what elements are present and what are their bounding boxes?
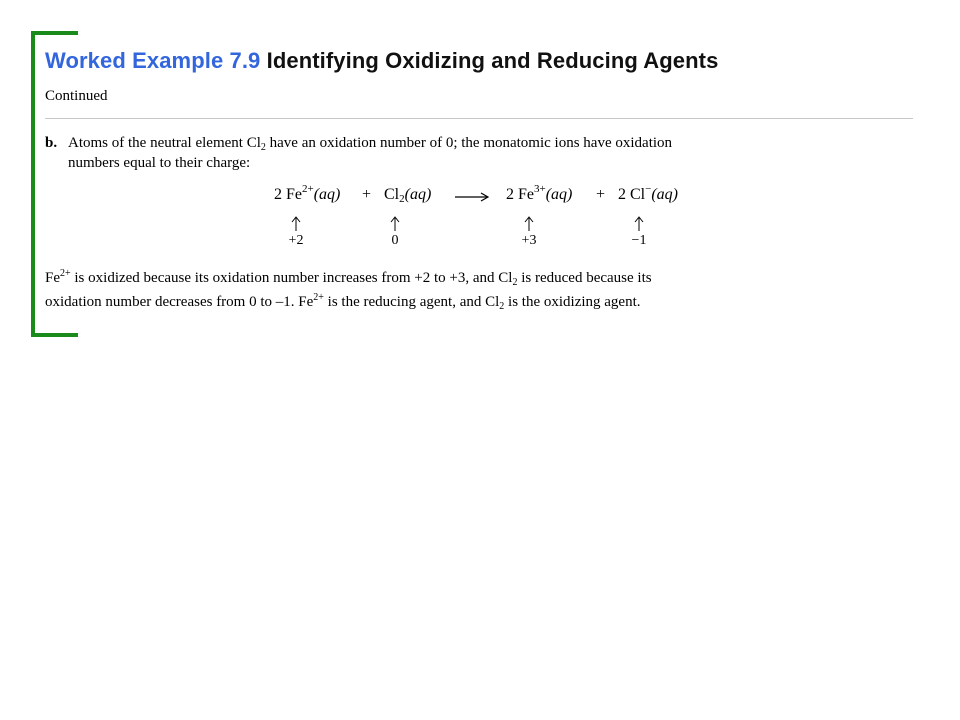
redox-equation <box>268 183 698 252</box>
part-b-text: have an oxidation number of 0; the monatomic ions have oxidation <box>265 135 673 151</box>
equation-term-fe2 <box>274 183 341 204</box>
oxidation-number-value: +3 <box>521 233 537 248</box>
part-b-label: b. <box>45 135 58 151</box>
continued-label: Continued <box>45 88 108 104</box>
term-state: (aq) <box>313 186 341 203</box>
up-arrow-icon <box>524 216 534 232</box>
conclusion-text: is oxidized because its oxidation number increases from +2 to +3, and Cl <box>70 270 513 286</box>
up-arrow-icon <box>291 216 301 232</box>
up-arrow-icon <box>634 216 644 232</box>
up-arrow-icon <box>390 216 400 232</box>
subscript: 2 <box>499 301 505 312</box>
term-state: (aq) <box>404 186 432 203</box>
equation-plus: + <box>362 186 372 203</box>
page-title <box>45 48 718 74</box>
oxidation-number-value: 0 <box>391 233 399 248</box>
conclusion-text: oxidation number decreases from 0 to –1. Fe <box>45 294 314 310</box>
superscript: 2+ <box>313 292 324 303</box>
subscript: 2 <box>260 142 266 153</box>
equation-term-fe3 <box>506 183 573 204</box>
term-state: (aq) <box>651 186 678 203</box>
term-formula: 2 Cl <box>618 186 646 203</box>
conclusion-line-1 <box>45 266 905 290</box>
oxidation-number-value: −1 <box>631 233 647 248</box>
term-formula: Cl <box>384 186 400 203</box>
conclusion-text: Fe <box>45 270 60 286</box>
conclusion-text: is the oxidizing agent. <box>504 294 641 310</box>
superscript: 2+ <box>302 183 314 195</box>
part-b-paragraph <box>45 133 845 173</box>
subscript: 2 <box>512 277 518 288</box>
conclusion-text: is the reducing agent, and Cl <box>323 294 500 310</box>
superscript: 3+ <box>534 183 546 195</box>
subscript: 2 <box>399 193 405 205</box>
term-state: (aq) <box>545 186 573 203</box>
oxidation-number-cl2 <box>380 216 410 249</box>
conclusion-line-2 <box>45 290 905 314</box>
title-topic: Identifying Oxidizing and Reducing Agents <box>260 48 719 73</box>
part-b-line-1 <box>45 133 845 153</box>
oxidation-number-value: +2 <box>288 233 304 248</box>
term-formula: 2 Fe <box>506 186 534 203</box>
oxidation-number-cl-minus <box>624 216 654 249</box>
part-b-line-2: numbers equal to their charge: <box>68 155 251 171</box>
superscript: − <box>645 183 652 195</box>
term-formula: 2 Fe <box>274 186 302 203</box>
title-example-number: Worked Example 7.9 <box>45 48 261 73</box>
conclusion-paragraph <box>45 266 905 314</box>
header-divider <box>45 118 913 119</box>
part-b-text: Atoms of the neutral element Cl <box>68 135 261 151</box>
conclusion-text: is reduced because its <box>517 270 652 286</box>
equation-term-cl-minus <box>618 183 678 204</box>
oxidation-number-fe2 <box>281 216 311 249</box>
superscript: 2+ <box>60 268 71 279</box>
oxidation-number-fe3 <box>514 216 544 249</box>
reaction-arrow-icon <box>454 192 490 202</box>
equation-plus: + <box>596 186 606 203</box>
equation-term-cl2 <box>384 186 431 204</box>
